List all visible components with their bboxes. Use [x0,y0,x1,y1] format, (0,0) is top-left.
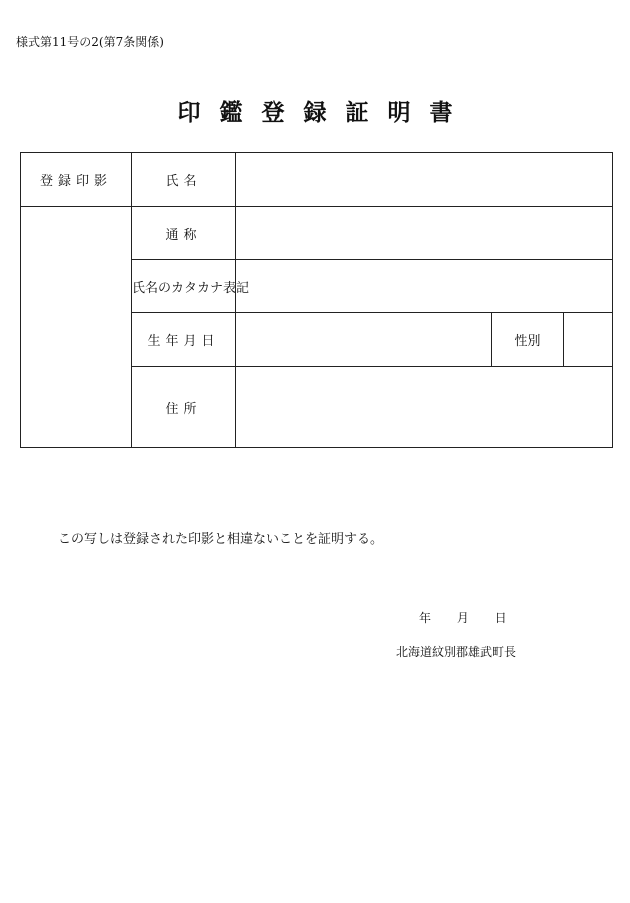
certification-statement: この写しは登録された印影と相違ないことを証明する。 [58,532,384,547]
name-label: 氏名 [132,153,236,207]
seal-impression-area [21,207,132,448]
issuer-name: 北海道紋別郡雄武町長 [396,645,517,659]
name-value [236,153,613,207]
document-title: 印鑑登録証明書 [177,99,472,126]
registered-seal-label: 登録印影 [21,153,132,207]
address-label: 住所 [132,367,236,448]
alias-value [236,207,613,260]
issue-date-line: 年 月 日 [419,611,507,625]
kana-value [236,260,613,313]
gender-label: 性別 [492,313,564,367]
certificate-table [20,152,613,448]
birthdate-value [236,313,492,367]
form-number: 様式第11号の2(第7条関係) [16,35,164,49]
birthdate-label: 生年月日 [132,313,236,367]
gender-value [564,313,613,367]
kana-label: 氏名のカタカナ表記 [132,260,236,313]
address-value [236,367,613,448]
alias-label: 通称 [132,207,236,260]
